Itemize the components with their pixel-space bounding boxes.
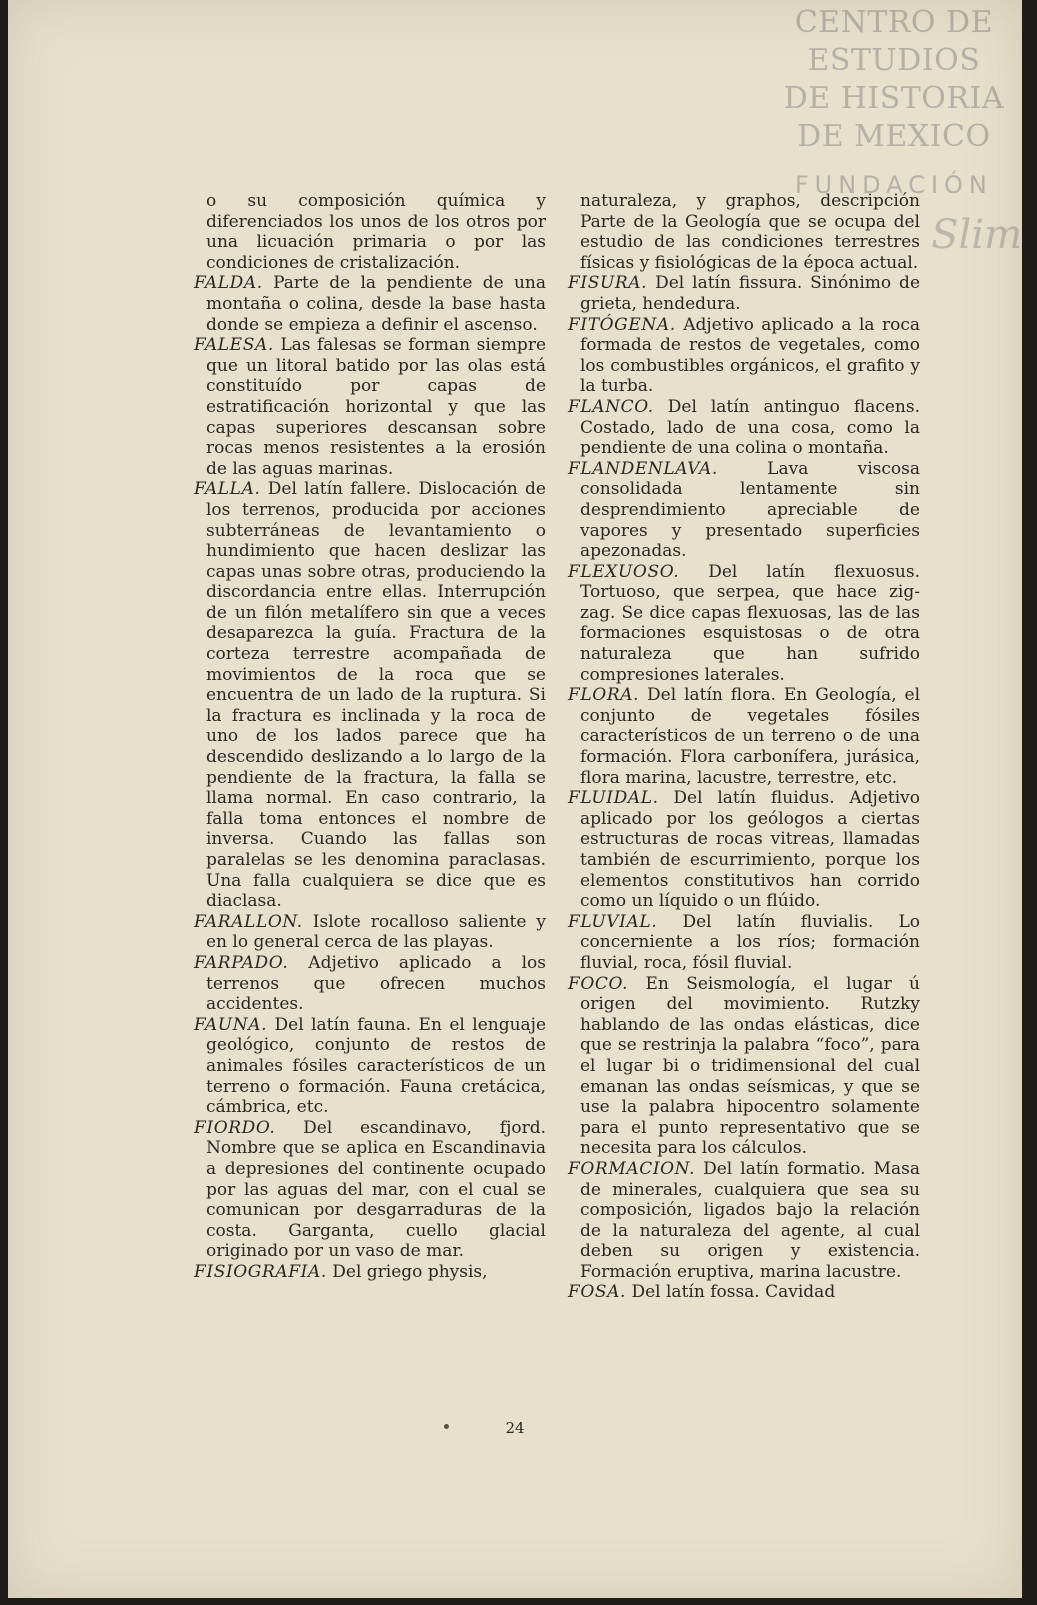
entry-term: FALLA. — [194, 479, 261, 500]
watermark-line: ESTUDIOS — [807, 43, 981, 78]
entry-term: FARALLON. — [194, 911, 303, 932]
glossary-entry — [568, 1159, 920, 1283]
entry-definition: Del latín fauna. En el lenguaje geológico, conjunto de restos de animales fósiles característicos de un terreno o formación. Fauna cretácica, cámbrica, etc. — [206, 1014, 547, 1118]
entry-term: FARPADO. — [194, 952, 289, 973]
glossary-entry — [194, 953, 546, 1015]
entry-definition: Del latín antinguo flacens. Costado, lado de una cosa, como la pendiente de una colina o montaña. — [580, 396, 920, 459]
glossary-entry — [568, 1282, 920, 1303]
entry-term: FLANCO. — [568, 396, 654, 417]
entry-term: FISIOGRAFIA. — [194, 1261, 327, 1282]
entry-definition: Del escandinavo, fjord. Nombre que se aplica en Escandinavia a depresiones del continente ocupado por las aguas del mar, con el cual se comunican por desgarraduras de la costa. Garganta, cuello glacial originado por un vaso de mar. — [206, 1117, 546, 1262]
entry-term: FOCO. — [568, 973, 629, 994]
watermark-line: DE MEXICO — [797, 119, 991, 154]
entry-term: FLEXUOSO. — [568, 561, 680, 582]
entry-term: FALDA. — [194, 273, 263, 294]
entry-definition: Del latín fossa. Cavidad — [631, 1282, 836, 1303]
entry-definition: Del latín fissura. Sinónimo de grieta, hendedura. — [580, 273, 921, 314]
entry-definition: Las falesas se forman siempre que un litoral batido por las olas está constituído por capas de estratificación horizontal y que las capas superiores descansan sobre rocas menos resistentes a la erosión de las aguas marinas. — [206, 335, 547, 479]
glossary-entry — [568, 974, 920, 1159]
continuation-text: naturaleza, y graphos, descripción Parte de la Geología que se ocupa del estudio de las condiciones terrestres físicas y fisiológicas de la época actual. — [580, 191, 920, 273]
entry-term: FAUNA. — [194, 1014, 268, 1035]
entry-term: FLUVIAL. — [568, 911, 658, 932]
glossary-entry — [568, 315, 920, 397]
watermark-line: CENTRO DE — [794, 5, 994, 40]
watermark-line: DE HISTORIA — [783, 81, 1004, 116]
entry-term: FIORDO. — [194, 1117, 276, 1138]
entry-definition: Del latín flexuosus. Tortuoso, que serpea, que hace zig-zag. Se dice capas flexuosas, las de las formaciones esquistosas o de otra naturaleza que han sufrido compresiones laterales. — [580, 561, 920, 685]
glossary-entry — [568, 459, 920, 562]
glossary-entry — [568, 912, 920, 974]
entry-definition: En Seismología, el lugar ú origen del movimiento. Rutzky hablando de las ondas elásticas, dice que se restrinja la palabra “foco”, para el lugar bi o tridimensional del cual emanan las ondas seísmicas, y que se use la palabra hipocentro solamente para el punto representativo que se necesita para los cálculos. — [580, 973, 921, 1159]
entry-term: FLUIDAL. — [568, 788, 659, 809]
glossary-entry — [194, 1015, 546, 1118]
entry-term: FLANDENLAVA. — [568, 458, 718, 479]
entry-definition: Adjetivo aplicado a la roca formada de restos de vegetales, como los combustibles orgánicos, el grafito y la turba. — [580, 314, 921, 397]
entry-definition: Del latín fallere. Dislocación de los terrenos, producida por acciones subterráneas de levantamiento o hundimiento que hacen deslizar las capas unas sobre otras, produciendo la discordancia entre ellas. Interrupción de un filón metalífero sin que a veces desaparezca la guía. Fractura de la corteza terrestre acompañada de movimientos de la roca que se encuentra de un lado de la ruptura. Si la fractura es inclinada y la roca de uno de los lados parece que ha descendido deslizando a lo largo de la pendiente de la fractura, la falla se llama normal. En caso contrario, la falla toma entonces el nombre de inversa. Cuando las fallas son paralelas se les denomina paraclasas. Una falla cualquiera se dice que es diaclasa. — [206, 479, 546, 912]
entry-definition: Del griego physis, — [332, 1261, 488, 1282]
entry-definition: Parte de la pendiente de una montaña o colina, desde la base hasta donde se empieza a definir el ascenso. — [206, 273, 546, 335]
entry-term: FISURA. — [568, 273, 648, 294]
entry-definition: Del latín fluidus. Adjetivo aplicado por los geólogos a ciertas estructuras de rocas vitreas, llamadas también de escurrimiento, porque los elementos constitutivos han corrido como un líquido o un flúido. — [580, 788, 920, 912]
glossary-entry — [194, 273, 546, 335]
entry-term: FOSA. — [568, 1282, 627, 1303]
glossary-entry — [194, 335, 546, 479]
entry-definition: Islote rocalloso saliente y en lo general cerca de las playas. — [206, 911, 547, 953]
entry-definition: Adjetivo aplicado a los terrenos que ofrecen muchos accidentes. — [206, 952, 546, 1015]
entry-definition: Del latín fluvialis. Lo concerniente a los ríos; formación fluvial, roca, fósil fluvial. — [580, 911, 921, 973]
entry-term: FORMACION. — [568, 1158, 696, 1179]
entry-definition: Lava viscosa consolidada lentamente sin desprendimiento apreciable de vapores y presentado superficies apezonadas. — [580, 458, 921, 562]
glossary-entry — [568, 685, 920, 788]
document-page — [8, 0, 1022, 1598]
entry-definition: Del latín flora. En Geología, el conjunto de vegetales fósiles característicos de un terreno o de una formación. Flora carbonífera, jurásica, flora marina, lacustre, terrestre, etc. — [580, 685, 921, 788]
watermark-foundation: FUNDACIÓN — [794, 171, 993, 199]
entry-term: FLORA. — [568, 685, 640, 706]
glossary-entry — [568, 273, 920, 314]
glossary-entry — [194, 1118, 546, 1262]
glossary-entry — [568, 788, 920, 912]
glossary-entry — [194, 479, 546, 911]
right-column — [568, 191, 920, 1303]
entry-term: FALESA. — [194, 335, 274, 356]
entry-term: FITÓGENA. — [568, 314, 676, 335]
continuation-text: o su composición química y diferenciados los unos de los otros por una licuación primaria o por las condiciones de cristalización. — [206, 191, 546, 273]
watermark-signature: Slim — [931, 212, 1022, 258]
glossary-entry — [194, 1262, 546, 1283]
glossary-entry — [568, 562, 920, 686]
left-column — [194, 191, 546, 1282]
entry-definition: Del latín formatio. Masa de minerales, cualquiera que sea su composición, ligados bajo la relación de la naturaleza del agente, al cual deben su origen y existencia. Formación eruptiva, marina lacustre. — [580, 1158, 921, 1282]
archive-watermark — [784, 4, 1004, 204]
glossary-entry — [194, 912, 546, 953]
glossary-entry — [568, 397, 920, 459]
page-number: 24 — [505, 1419, 525, 1437]
